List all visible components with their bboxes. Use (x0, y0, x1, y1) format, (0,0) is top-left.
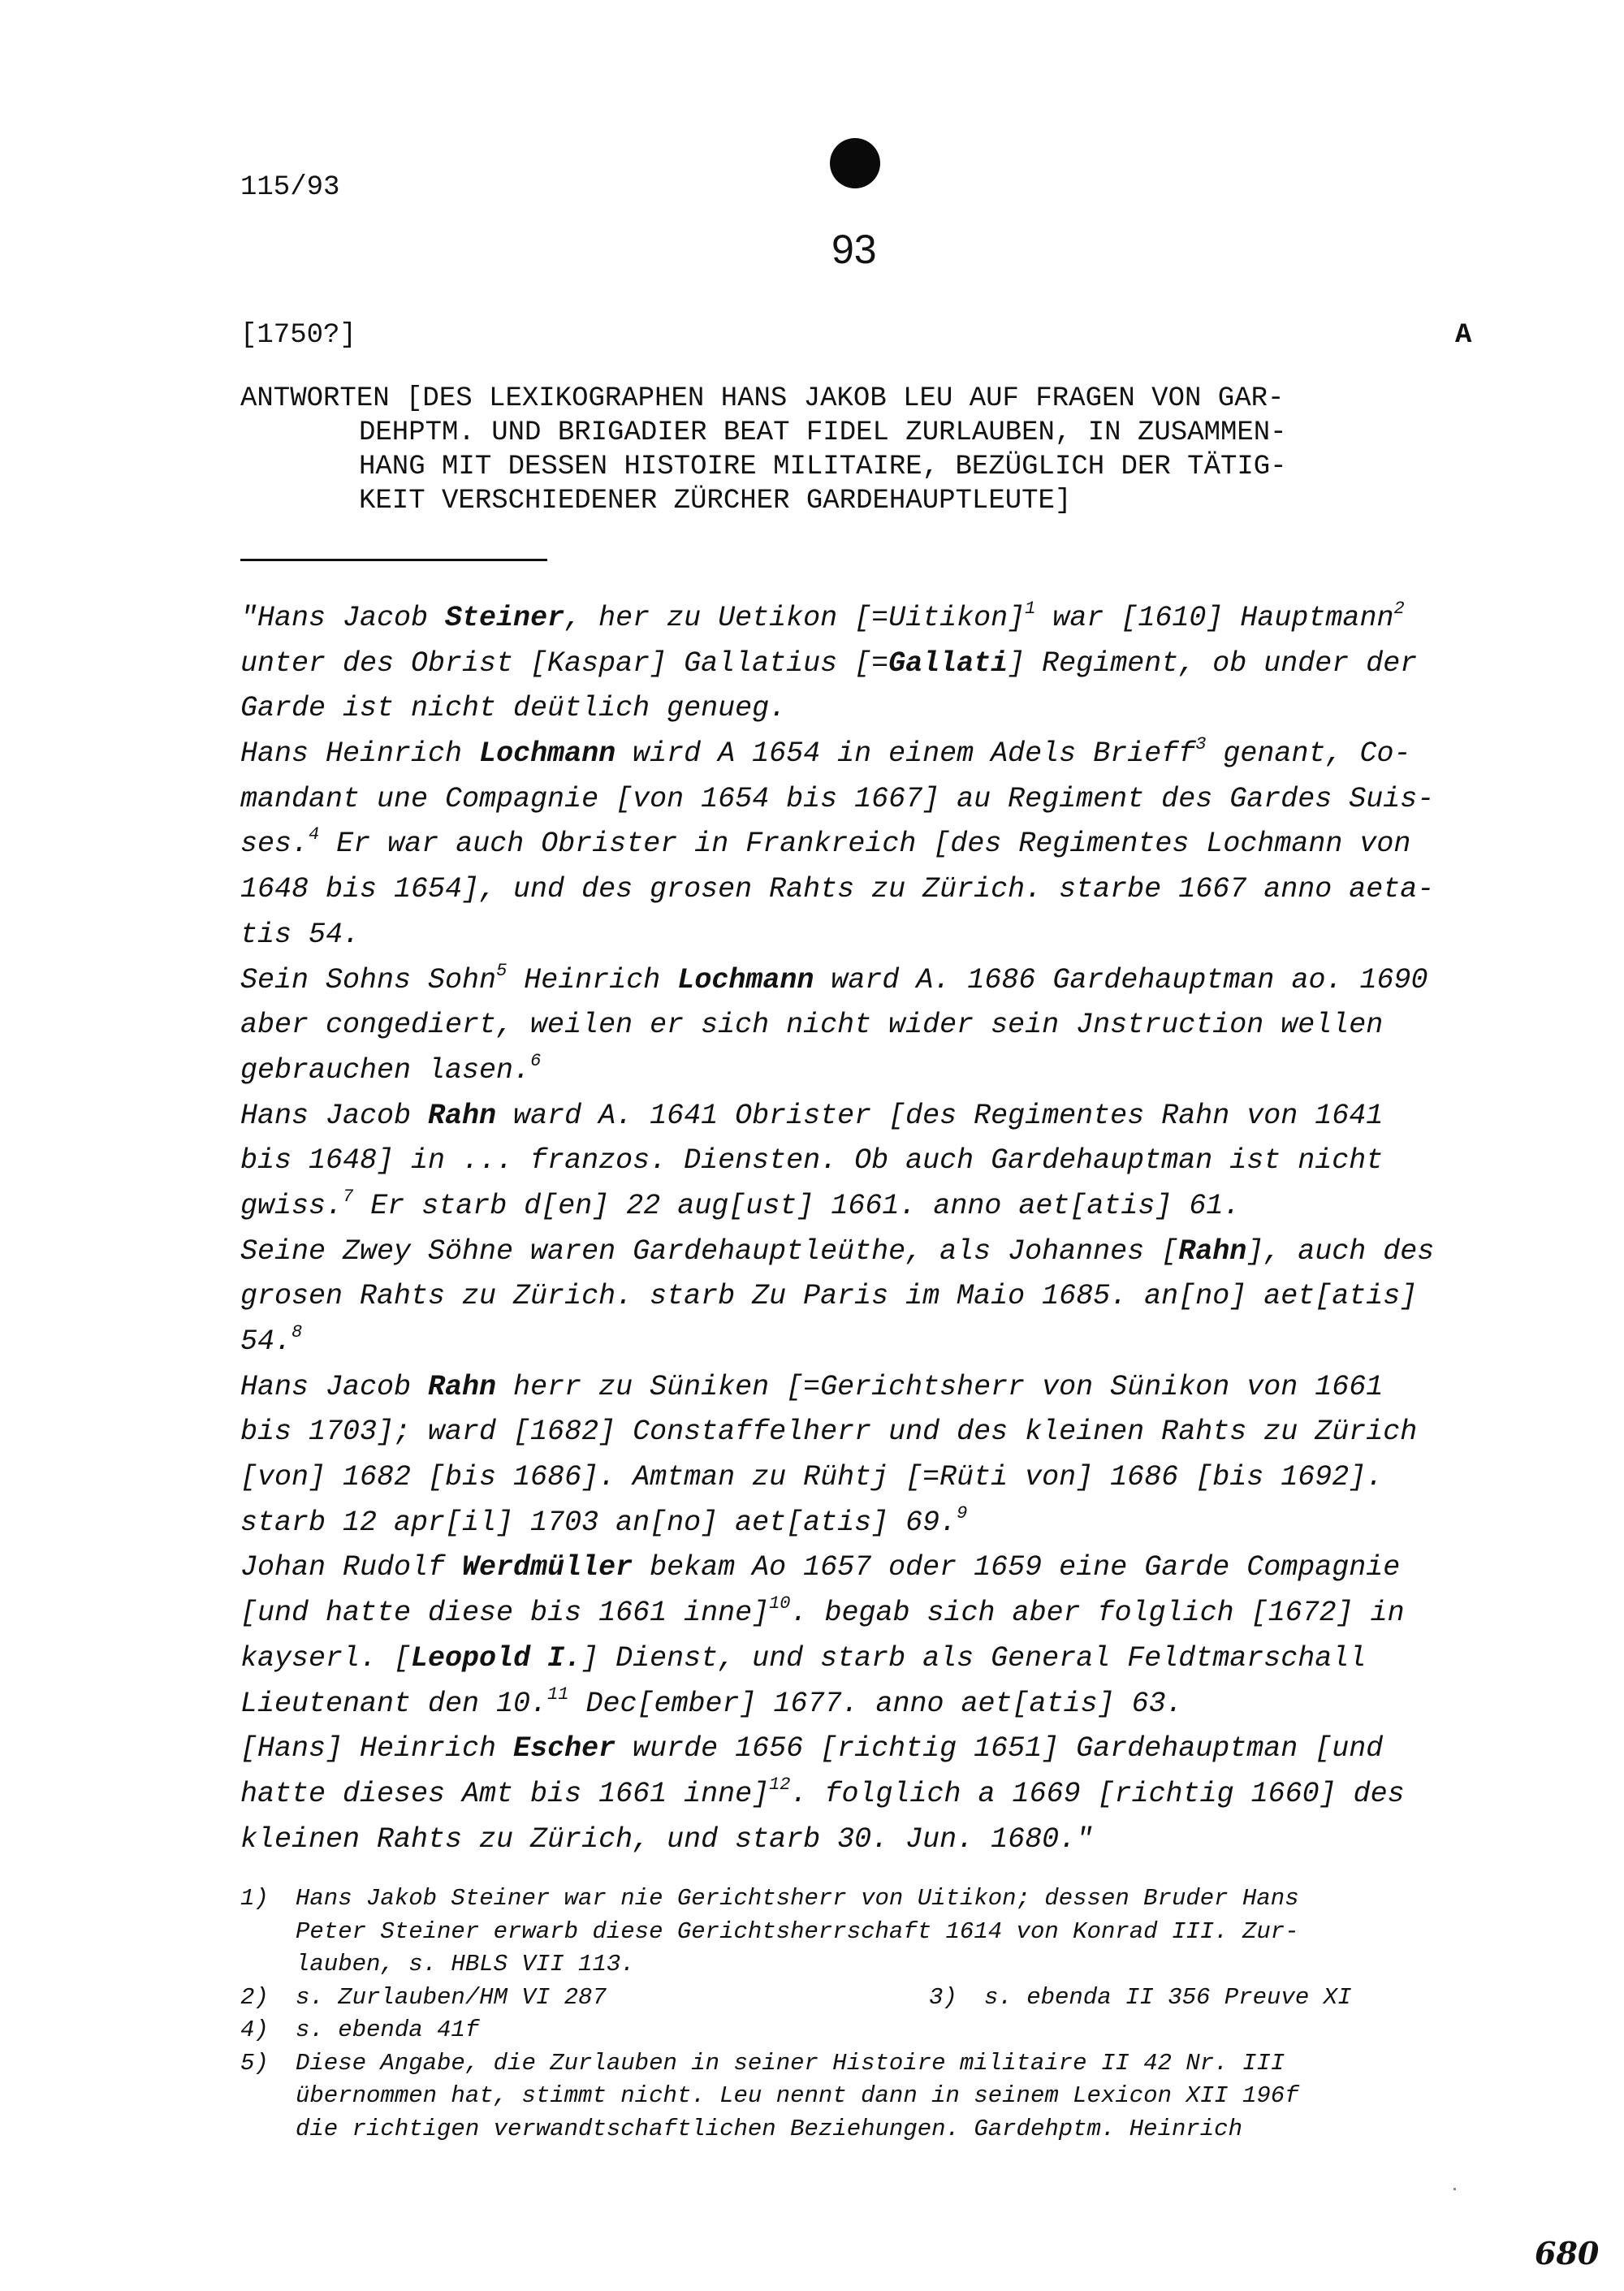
text-segment: Sein Sohns Sohn (240, 963, 497, 996)
bold-name: Lochmann (479, 737, 616, 771)
bold-name: Leopold I. (411, 1641, 582, 1675)
text-segment: wurde 1656 [richtig 1651] Gardehauptman [und (615, 1732, 1384, 1766)
footnote-text: Diese Angabe, die Zurlauben in seiner Histoire militaire II 42 Nr. III (296, 2049, 1285, 2077)
text-segment: kleinen Rahts zu Zürich, und starb 30. Jun. 1680." (240, 1822, 1094, 1856)
bold-name: Rahn (428, 1370, 497, 1403)
text-segment: kayserl. [ (240, 1641, 412, 1675)
text-segment: herr zu Süniken [=Gerichtsherr von Sünikon von 1661 (496, 1370, 1384, 1403)
handwritten-page-number: 680 (1535, 2235, 1600, 2272)
body-line (240, 596, 1491, 642)
footnote-ref: 7 (343, 1186, 354, 1207)
text-segment: bis 1703]; ward [1682] Constaffelherr und des kleinen Rahts zu Zürich (240, 1416, 1418, 1449)
footnote-line (240, 2113, 1491, 2146)
body-line (240, 913, 1491, 958)
title-line: HANG MIT DESSEN HISTOIRE MILITAIRE, BEZÜGLICH DER TÄTIG- (359, 452, 1287, 482)
text-segment: 1648 bis 1654], und des grosen Rahts zu Zürich. starbe 1667 anno aeta- (240, 873, 1435, 906)
footnote-ref: 10 (769, 1593, 791, 1615)
text-segment: tis 54. (240, 918, 361, 951)
body-line (240, 1094, 1491, 1139)
bold-name: Steiner (445, 602, 565, 634)
text-segment: [und hatte diese bis 1661 inne] (240, 1597, 770, 1630)
text-segment: wird A 1654 in einem Adels Brieff (615, 737, 1196, 771)
footnote-ref: 11 (547, 1684, 569, 1705)
body-line (240, 1320, 1491, 1365)
text-segment: . begab sich aber folglich [1672] in (790, 1597, 1405, 1630)
document-date: [1750?] (240, 320, 356, 351)
text-segment: . folglich a 1669 [richtig 1660] des (790, 1777, 1405, 1810)
body-line (240, 732, 1491, 777)
text-segment: ward A. 1686 Gardehauptman ao. 1690 (814, 963, 1428, 996)
body-line (240, 1727, 1491, 1772)
body-line (240, 686, 1491, 732)
footnotes (240, 1883, 1491, 2146)
text-segment: Hans Jacob (240, 1099, 429, 1132)
text-segment: ] Regiment, ob under der (1008, 646, 1418, 680)
body-line (240, 1365, 1491, 1411)
body-line (240, 1410, 1491, 1455)
text-segment: 54. (240, 1325, 292, 1358)
text-segment: Johan Rudolf (240, 1551, 463, 1584)
body-line (240, 867, 1491, 913)
footnote-line (240, 2080, 1491, 2113)
text-segment: Hans Heinrich (240, 737, 480, 771)
text-segment: Er starb d[en] 22 aug[ust] 1661. anno aet[atis] 61. (353, 1189, 1241, 1222)
text-segment: ses. (240, 828, 309, 861)
body-line (240, 777, 1491, 823)
document-body (240, 596, 1491, 1862)
footnote-ref: 3 (1195, 734, 1207, 755)
footnote-ref: 8 (292, 1322, 303, 1342)
body-line (240, 1274, 1491, 1320)
body-line (240, 1772, 1491, 1818)
text-segment: genant, Co- (1206, 737, 1411, 771)
body-line (240, 958, 1491, 1004)
text-segment: gwiss. (240, 1189, 343, 1222)
body-line (240, 822, 1491, 867)
body-line (240, 1818, 1491, 1863)
text-segment: mandant une Compagnie [von 1654 bis 1667] au Regiment des Gardes Suis- (240, 782, 1435, 815)
footnote-number: 5) (240, 2049, 269, 2077)
footnote-ref: 1 (1025, 599, 1036, 619)
footnote-text: s. ebenda II 356 Preuve XI (984, 1983, 1352, 2011)
body-line (240, 1545, 1491, 1591)
bold-name: Rahn (428, 1099, 497, 1132)
title-line: DEHPTM. UND BRIGADIER BEAT FIDEL ZURLAUBEN, IN ZUSAMMEN- (359, 417, 1287, 448)
text-segment: , her zu Uetikon [=Uitikon] (564, 602, 1026, 634)
text-segment: Heinrich (507, 963, 678, 996)
footnote-text: die richtigen verwandtschaftlichen Beziehungen. Gardehptm. Heinrich (296, 2115, 1242, 2142)
punch-hole-mark (830, 138, 880, 188)
footnote-line (240, 1883, 1491, 1916)
footnote-number: 1) (240, 1885, 269, 1912)
footnote-line (240, 1982, 1491, 2015)
text-segment: ward A. 1641 Obrister [des Regimentes Rahn von 1641 (496, 1099, 1384, 1132)
text-segment: Dec[ember] 1677. anno aet[atis] 63. (568, 1687, 1183, 1720)
footnote-ref: 6 (530, 1050, 542, 1071)
title-line: KEIT VERSCHIEDENER ZÜRCHER GARDEHAUPTLEUTE] (359, 486, 1072, 517)
text-segment: grosen Rahts zu Zürich. starb Zu Paris im Maio 1685. an[no] aet[atis] (240, 1280, 1418, 1313)
text-segment: war [1610] Hauptmann (1035, 602, 1394, 634)
document-letter: A (1455, 320, 1472, 351)
body-line (240, 1230, 1491, 1275)
text-segment: "Hans Jacob (240, 602, 446, 634)
footnote-ref: 5 (496, 960, 508, 981)
footnote-text: Hans Jakob Steiner war nie Gerichtsherr von Uitikon; dessen Bruder Hans (296, 1885, 1299, 1912)
bold-name: Werdmüller (462, 1551, 633, 1584)
footnote-line (240, 2014, 1491, 2047)
document-reference: 115/93 (240, 172, 340, 203)
text-segment: Er war auch Obrister in Frankreich [des Regimentes Lochmann von (319, 828, 1411, 861)
bold-name: Rahn (1178, 1234, 1247, 1268)
text-segment: aber congediert, weilen er sich nicht wider sein Jnstruction wellen (240, 1009, 1384, 1042)
text-segment: Seine Zwey Söhne waren Gardehauptleüthe, als Johannes [ (240, 1234, 1179, 1268)
separator-rule (240, 559, 547, 561)
text-segment: Hans Jacob (240, 1370, 429, 1403)
bold-name: Gallati (888, 646, 1009, 680)
footnote-text: Peter Steiner erwarb diese Gerichtsherrschaft 1614 von Konrad III. Zur- (296, 1917, 1299, 1945)
body-line (240, 1455, 1491, 1501)
text-segment: gebrauchen lasen. (240, 1053, 531, 1087)
text-segment: hatte dieses Amt bis 1661 inne] (240, 1777, 770, 1810)
text-segment: Garde ist nicht deütlich genueg. (240, 692, 787, 725)
body-line (240, 1184, 1491, 1230)
scan-speck (1453, 2188, 1456, 2190)
footnote-line (240, 2047, 1491, 2081)
body-line (240, 1501, 1491, 1546)
text-segment: ], auch des (1246, 1234, 1435, 1268)
body-line (240, 642, 1491, 687)
footnote-ref: 9 (957, 1502, 968, 1524)
footnote-text: s. ebenda 41f (296, 2017, 480, 2043)
footnote-text: lauben, s. HBLS VII 113. (296, 1951, 635, 1978)
text-segment: starb 12 apr[il] 1703 an[no] aet[atis] 69. (240, 1506, 957, 1539)
footnote-line (240, 1916, 1491, 1949)
text-segment: unter des Obrist [Kaspar] Gallatius [= (240, 646, 889, 680)
text-segment: [von] 1682 [bis 1686]. Amtman zu Rühtj [=Rüti von] 1686 [bis 1692]. (240, 1461, 1384, 1494)
body-line (240, 1048, 1491, 1094)
text-segment: bis 1648] in ... franzos. Diensten. Ob auch Gardehauptman ist nicht (240, 1144, 1384, 1178)
text-segment: bekam Ao 1657 oder 1659 eine Garde Compagnie (633, 1551, 1401, 1584)
footnote-number: 4) (240, 2017, 269, 2043)
page-number: 93 (831, 227, 877, 272)
footnote-number: 2) (240, 1983, 269, 2011)
footnote-line (240, 1948, 1491, 1982)
footnote-number: 3) (929, 1983, 957, 2011)
body-line (240, 1636, 1491, 1682)
text-segment: ] Dienst, und starb als General Feldtmarschall (581, 1641, 1367, 1675)
body-line (240, 1591, 1491, 1636)
document-title (240, 382, 1475, 518)
body-line (240, 1682, 1491, 1727)
text-segment: Lieutenant den 10. (240, 1687, 548, 1720)
bold-name: Lochmann (677, 963, 814, 996)
bold-name: Escher (513, 1732, 616, 1766)
body-line (240, 1139, 1491, 1184)
footnote-ref: 4 (309, 824, 320, 845)
footnote-ref: 12 (769, 1774, 791, 1795)
footnote-text: s. Zurlauben/HM VI 287 (296, 1983, 607, 2011)
text-segment: [Hans] Heinrich (240, 1732, 514, 1766)
body-line (240, 1003, 1491, 1048)
footnote-text: übernommen hat, stimmt nicht. Leu nennt dann in seinem Lexicon XII 196f (296, 2082, 1299, 2109)
footnote-second-column (929, 1982, 1351, 2015)
title-line: ANTWORTEN [DES LEXIKOGRAPHEN HANS JAKOB LEU AUF FRAGEN VON GAR- (240, 383, 1285, 414)
footnote-ref: 2 (1393, 599, 1405, 619)
